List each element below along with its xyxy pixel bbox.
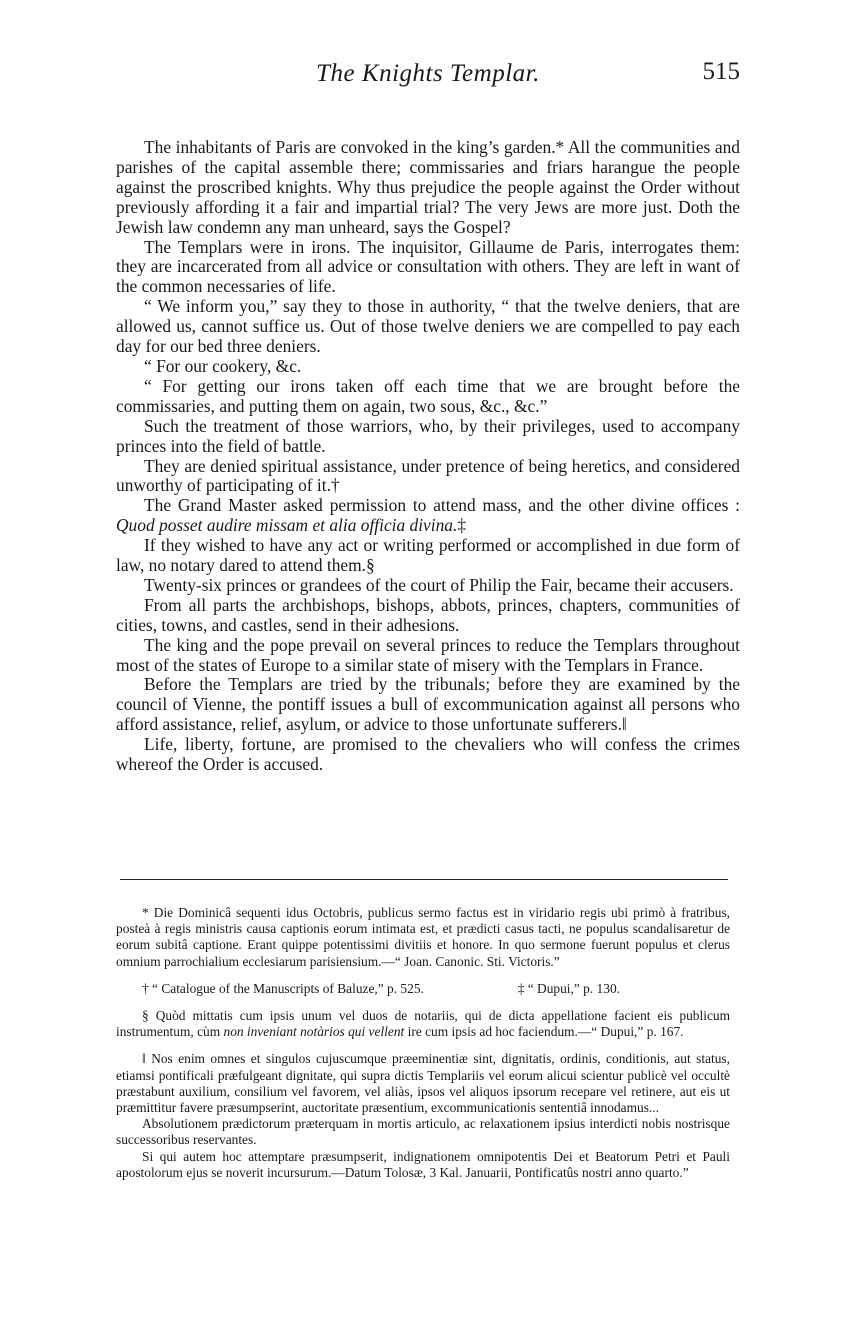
footnote-text: ire cum ipsis ad hoc faciendum.—“ Dupui,” p. 167. <box>404 1024 684 1040</box>
footnote-row <box>116 981 730 997</box>
footnotes <box>116 905 730 1181</box>
footnote-star: * Die Dominicâ sequenti idus Octobris, publicus sermo factus est in viridario regis ubi primò à fratribus, posteà à regis ministris causa captionis eorum intimata est, et prædicti casus tacti, ne populus scandalisaretur de eorum subitâ captione. Erant quippe potentissimi divitiis et honore. In quo sermone fuerunt populus et clerus omnium parrochialium ecclesiarum parisiensium.—“ Joan. Canonic. Sti. Victoris.” <box>116 905 730 969</box>
paragraph: Such the treatment of those warriors, who, by their privileges, used to accompany princes into the field of battle. <box>116 415 740 456</box>
paragraph: “ We inform you,” say they to those in authority, “ that the twelve deniers, that are allowed us, cannot suffice us. Out of those twelve deniers we are compelled to pay each day for our bed three deniers. <box>116 296 740 357</box>
paragraph: Life, liberty, fortune, are promised to the chevaliers who will confess the crimes whereof the Order is accused. <box>116 734 740 775</box>
footnote-mark: ‡ <box>457 515 467 536</box>
running-title: The Knights Templar. <box>316 60 540 87</box>
main-text <box>116 138 740 775</box>
latin-quote: Quod posset audire missam et alia officia divina. <box>116 515 458 536</box>
footnote-text: § Quòd mittatis cum ipsis unum vel duos de notariis, qui de dicta appellatione facient eis publicum instrumentum, cùm <box>116 1008 730 1040</box>
footnote-parallel-cont: Si qui autem hoc attemptare præsumpserit, indignationem omnipotentis Dei et Beatorum Petri et Pauli apostolorum ejus se noverit incursurum.—Datum Tolosæ, 3 Kal. Januarii, Pontificatûs nostri anno quarto.” <box>116 1148 730 1180</box>
paragraph: They are denied spiritual assistance, under pretence of being heretics, and considered unworthy of participating of it.† <box>116 455 740 496</box>
paragraph: The inhabitants of Paris are convoked in the king’s garden.* All the communities and parishes of the capital assemble there; commissaries and friars harangue the people against the proscribed knights. Why thus prejudice the people against the Order without previously affording it a fair and impartial trial? The very Jews are more just. Doth the Jewish law condemn any man unheard, says the Gospel? <box>116 137 740 237</box>
paragraph: “ For our cookery, &c. <box>144 355 302 376</box>
footnote-italic: non inveniant notàrios qui vellent <box>223 1024 405 1040</box>
footnote-parallel-cont: Absolutionem prædictorum præterquam in mortis articulo, ac relaxationem ipsius interdicti nobis nostrisque successoribus reservantes. <box>116 1116 730 1148</box>
page-header <box>116 56 740 92</box>
paragraph <box>116 496 740 536</box>
paragraph: Before the Templars are tried by the tribunals; before they are examined by the council of Vienne, the pontiff issues a bull of excommunication against all persons who afford assistance, relief, asylum, or advice to those unfortunate sufferers.‖ <box>116 674 740 735</box>
page-number: 515 <box>702 58 740 85</box>
paragraph-text: The Grand Master asked permission to attend mass, and the other divine offices : <box>144 495 740 516</box>
paragraph: “ For getting our irons taken off each time that we are brought before the commissaries, and putting them on again, two sous, &c., &c.” <box>116 375 740 416</box>
footnote-section <box>116 1008 730 1040</box>
paragraph: From all parts the archbishops, bishops, abbots, princes, chapters, communities of cities, towns, and castles, send in their adhesions. <box>116 594 740 635</box>
paragraph: If they wished to have any act or writing performed or accomplished in due form of law, no notary dared to attend them.§ <box>116 535 740 576</box>
paragraph: Twenty-six princes or grandees of the court of Philip the Fair, became their accusers. <box>144 574 734 595</box>
footnote-dagger: † “ Catalogue of the Manuscripts of Baluze,” p. 525. <box>142 980 424 996</box>
footnote-parallel: ‖ Nos enim omnes et singulos cujuscumque præeminentiæ sint, dignitatis, ordinis, conditionis, aut status, etiamsi pontificali præfulgeant dignitate, qui supra dictis Templariis vel eorum alicui scientur publicè vel occultè præstabunt auxilium, consilium vel favorem, vel aliàs, ipsos vel aliquos ipsorum recepare vel retinere, aut eis ut præmittitur favere præsumpserint, auctoritate præsentium, excommunicationis sententiâ innodamus... <box>116 1051 730 1116</box>
footnote-double-dagger: ‡ “ Dupui,” p. 130. <box>517 980 620 996</box>
paragraph: The Templars were in irons. The inquisitor, Gillaume de Paris, interrogates them: they are incarcerated from all advice or consultation with others. They are left in want of the common necessaries of life. <box>116 236 740 297</box>
footnote-divider <box>120 879 728 880</box>
paragraph: The king and the pope prevail on several princes to reduce the Templars throughout most of the states of Europe to a similar state of misery with the Templars in France. <box>116 634 740 675</box>
